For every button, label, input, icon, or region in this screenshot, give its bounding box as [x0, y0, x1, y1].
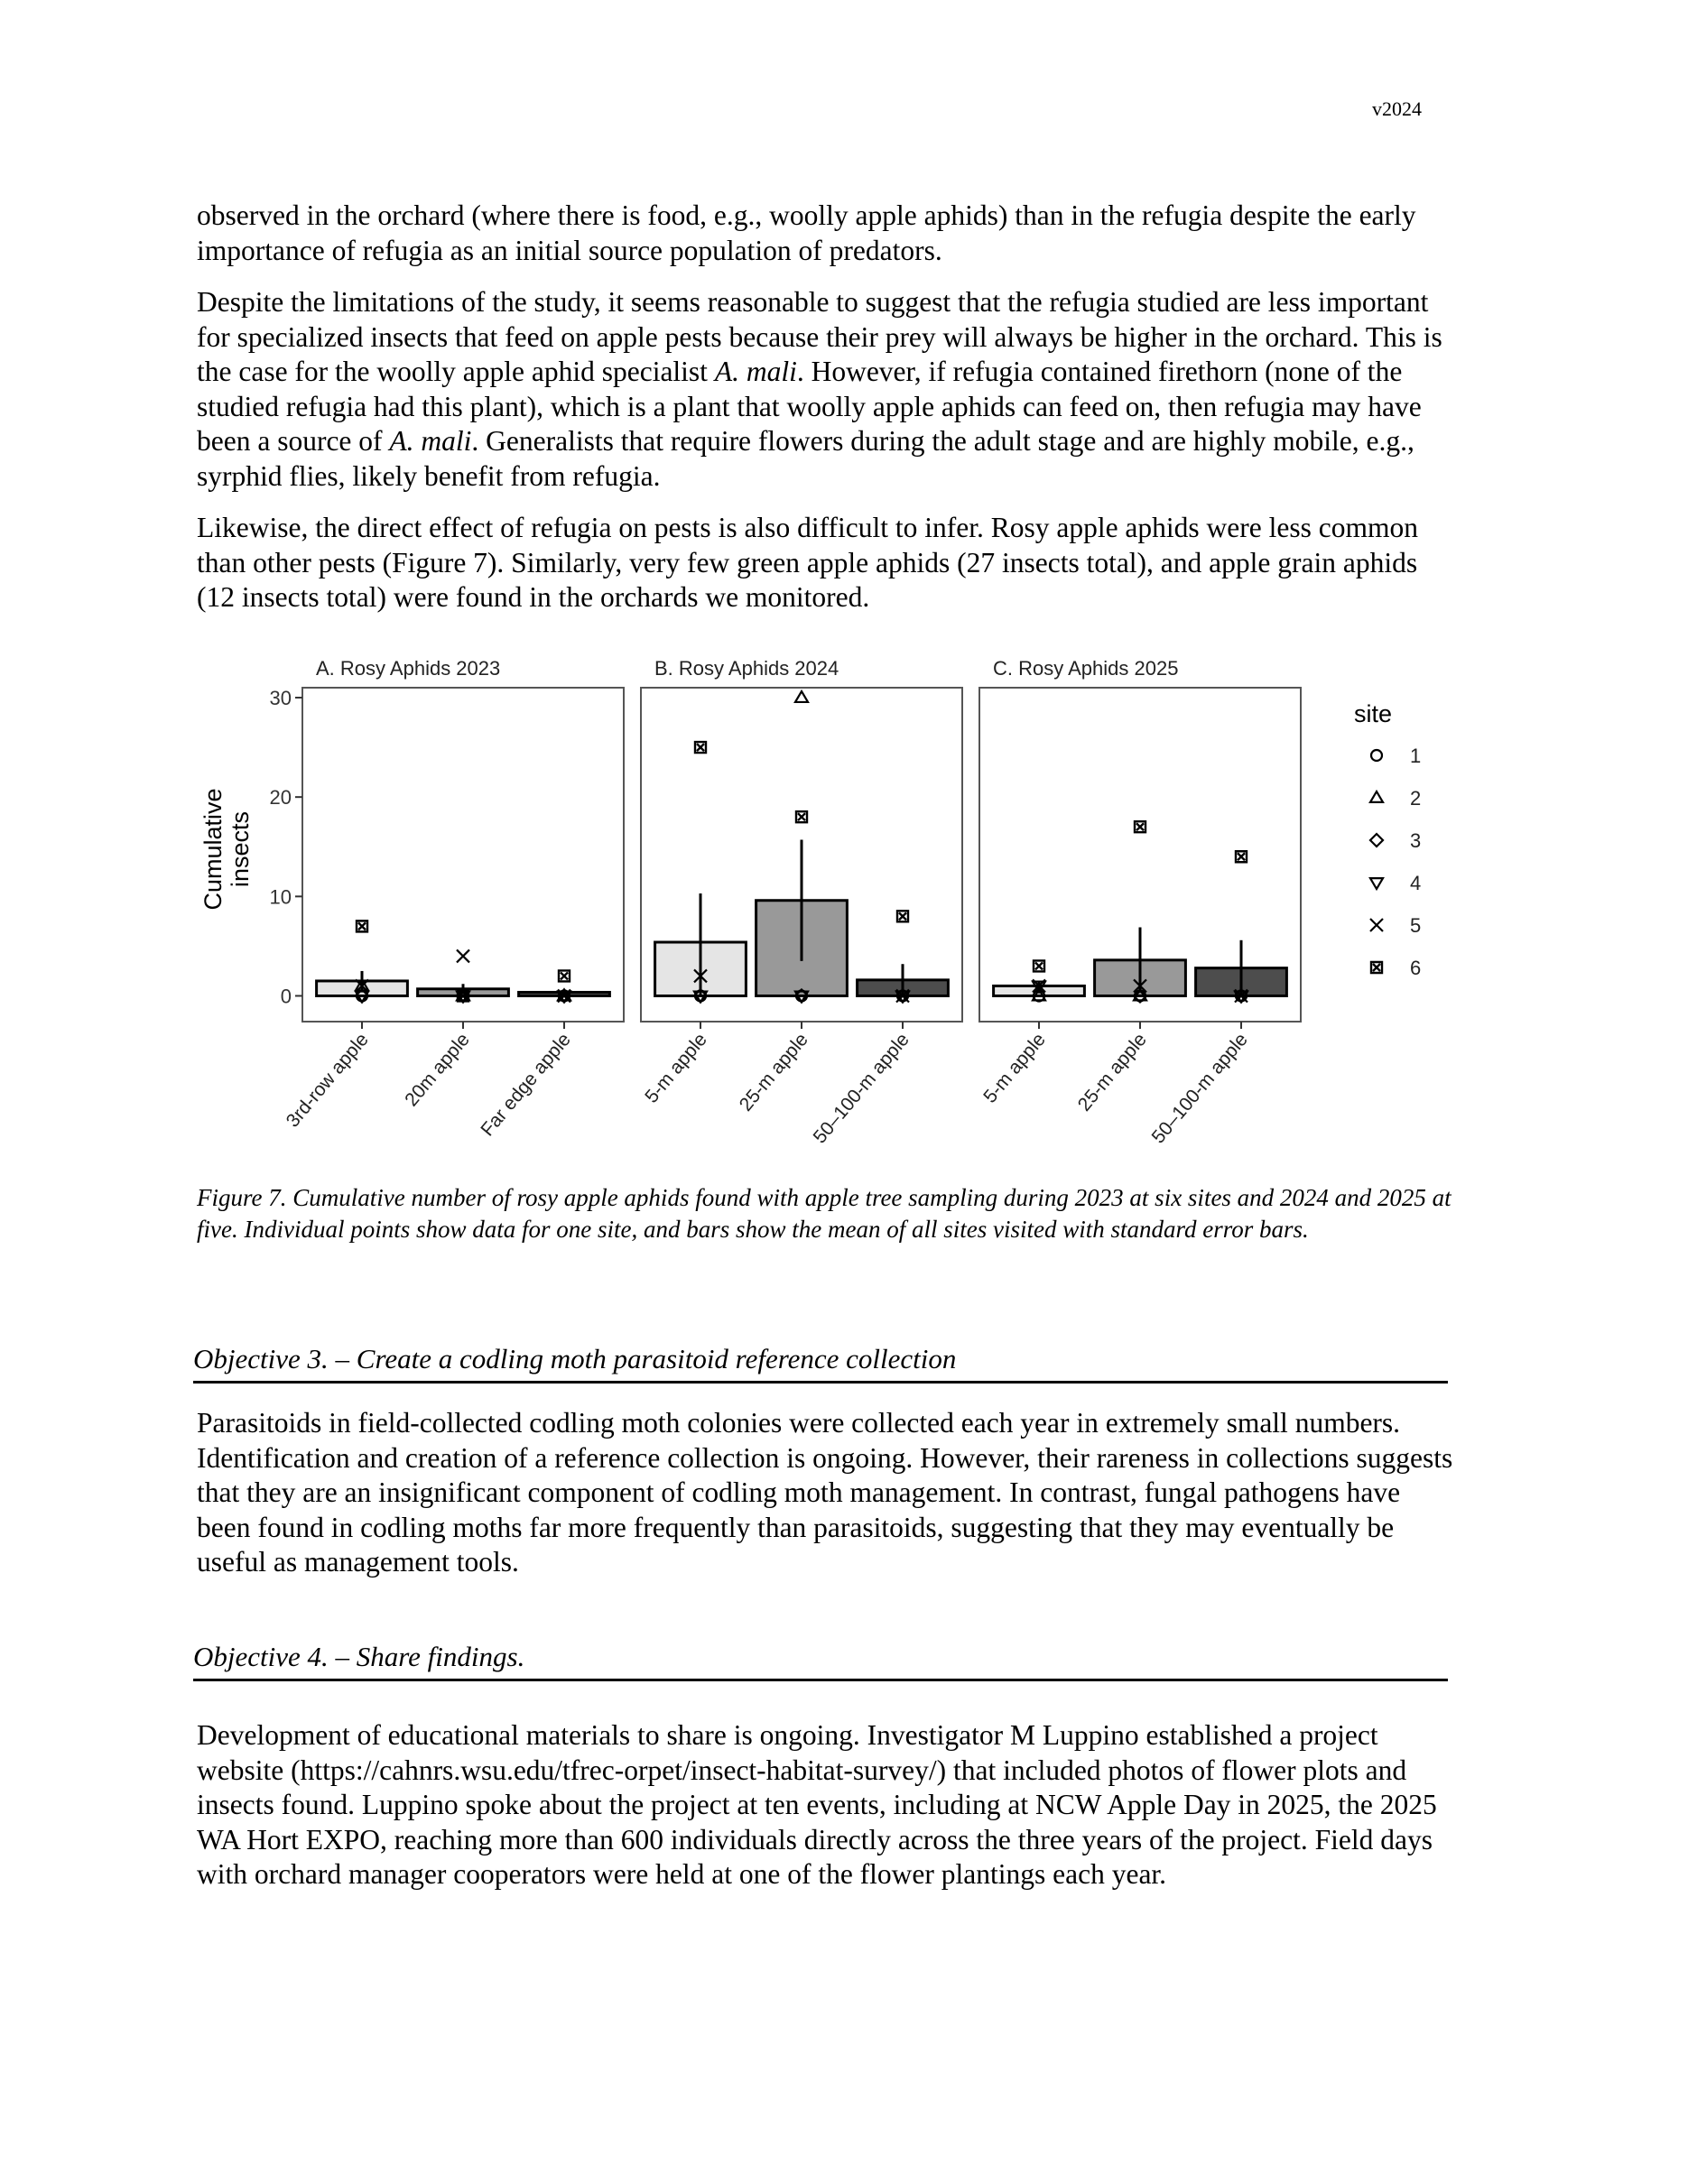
panel-title: A. Rosy Aphids 2023	[316, 657, 501, 680]
panel-title: C. Rosy Aphids 2025	[993, 657, 1179, 680]
legend-label: 6	[1410, 957, 1422, 979]
marker-square-x-icon	[559, 970, 570, 981]
paragraph-predators-observed: observed in the orchard (where there is food, e.g., woolly apple aphids) than in the refugia despite the early importance of refugia as an initial source population of predators.	[197, 199, 1416, 266]
marker-cross-icon	[1370, 919, 1383, 931]
y-axis-label: Cumulativeinsects	[199, 788, 254, 911]
legend-label: 2	[1410, 787, 1422, 810]
page-version-label: v2024	[1372, 97, 1422, 120]
paragraph-share-findings: Development of educational materials to share is ongoing. Investigator M Luppino established a project website (https://cahnrs.wsu.edu/tfrec-orpet/insect-habitat-survey/) that included photos of flower plots and insects found. Luppino spoke about the project at ten events, including at NCW Apple Day in 2025, the 2025 WA Hort EXPO, reaching more than 600 individuals directly across the three years of the project. Field days with orchard manager cooperators were held at one of the flower plantings each year.	[197, 1719, 1437, 1890]
x-tick-label: 5-m apple	[979, 1029, 1050, 1107]
marker-triangle-up-icon	[795, 691, 808, 702]
figure-7-chart	[190, 641, 1507, 1164]
paragraph-pests-effect: Likewise, the direct effect of refugia on pests is also difficult to infer. Rosy apple aphids were less common than other pests (Figure 7). Similarly, very few green apple aphids (27 insects total), and apple grain aphids (12 insects total) were found in the orchards we monitored.	[197, 512, 1418, 613]
panel-frame	[302, 688, 624, 1022]
x-tick-label: 20m apple	[401, 1029, 474, 1111]
marker-square-x-icon	[1371, 962, 1382, 973]
marker-cross-icon	[457, 949, 469, 962]
legend-label: 3	[1410, 829, 1422, 852]
y-tick-label: 30	[269, 687, 292, 710]
legend-title: site	[1354, 700, 1393, 727]
marker-square-x-icon	[796, 811, 807, 822]
marker-square-x-icon	[1034, 960, 1044, 971]
marker-square-x-icon	[897, 911, 908, 921]
marker-triangle-up-icon	[1370, 791, 1383, 802]
x-tick-label: 50–100-m apple	[1147, 1029, 1252, 1148]
x-tick-label: Far edge apple	[477, 1029, 575, 1141]
paragraph-text: . Generalists that require flowers during the adult stage and are highly mobile, e.g., syrphid flies, likely benefit from refugia.	[197, 425, 1414, 492]
chart-panel	[979, 657, 1301, 1147]
marker-square-x-icon	[1135, 821, 1145, 832]
marker-circle-icon	[1371, 750, 1382, 761]
objective-4-heading: Objective 4. – Share findings.	[193, 1641, 1448, 1681]
paragraph-text: . However, if refugia contained firethorn (none of the studied refugia had this plant), which is a plant that woolly apple aphids can feed on, then refugia may have been a source of	[197, 356, 1422, 457]
legend-label: 4	[1410, 872, 1422, 894]
figure-caption: Figure 7. Cumulative number of rosy apple aphids found with apple tree sampling during 2023 at six sites and 2024 and 2025 at five. Individual points show data for one site, and bars show the mean of all sites visited with standard error bars.	[197, 1184, 1451, 1243]
x-tick-label: 3rd-row apple	[282, 1029, 373, 1132]
legend-label: 5	[1410, 914, 1422, 937]
x-tick-label: 25-m apple	[735, 1029, 812, 1115]
paragraph-text: Despite the limitations of the study, it seems reasonable to suggest that the refugia studied are less important for specialized insects that feed on apple pests because their prey will always be higher in the orchard. This is the case for the woolly apple aphid specialist	[197, 286, 1442, 387]
marker-diamond-icon	[1370, 834, 1383, 847]
legend-label: 1	[1410, 745, 1422, 767]
y-tick-label: 10	[269, 885, 292, 909]
objective-3-heading: Objective 3. – Create a codling moth parasitoid reference collection	[193, 1343, 1448, 1384]
chart-panel	[641, 657, 962, 1147]
paragraph-parasitoids: Parasitoids in field-collected codling moth colonies were collected each year in extremely small numbers. Identification and creation of a reference collection is ongoing. However, their rareness in collections suggests that they are an insignificant component of codling moth management. In contrast, fungal pathogens have been found in codling moths far more frequently than parasitoids, suggesting that they may eventually be useful as management tools.	[197, 1407, 1453, 1578]
panel-title: B. Rosy Aphids 2024	[654, 657, 839, 680]
marker-square-x-icon	[1236, 851, 1247, 862]
y-tick-label: 20	[269, 786, 292, 810]
species-name: A. mali	[714, 356, 797, 387]
y-tick-label: 0	[280, 985, 292, 1008]
x-tick-label: 50–100-m apple	[809, 1029, 914, 1148]
marker-square-x-icon	[695, 742, 706, 753]
marker-triangle-down-icon	[1370, 878, 1383, 889]
marker-square-x-icon	[357, 921, 367, 931]
x-tick-label: 5-m apple	[641, 1029, 711, 1107]
x-tick-label: 25-m apple	[1073, 1029, 1151, 1115]
paragraph-refugia-specialists	[197, 285, 1461, 494]
species-name: A. mali	[389, 425, 472, 457]
